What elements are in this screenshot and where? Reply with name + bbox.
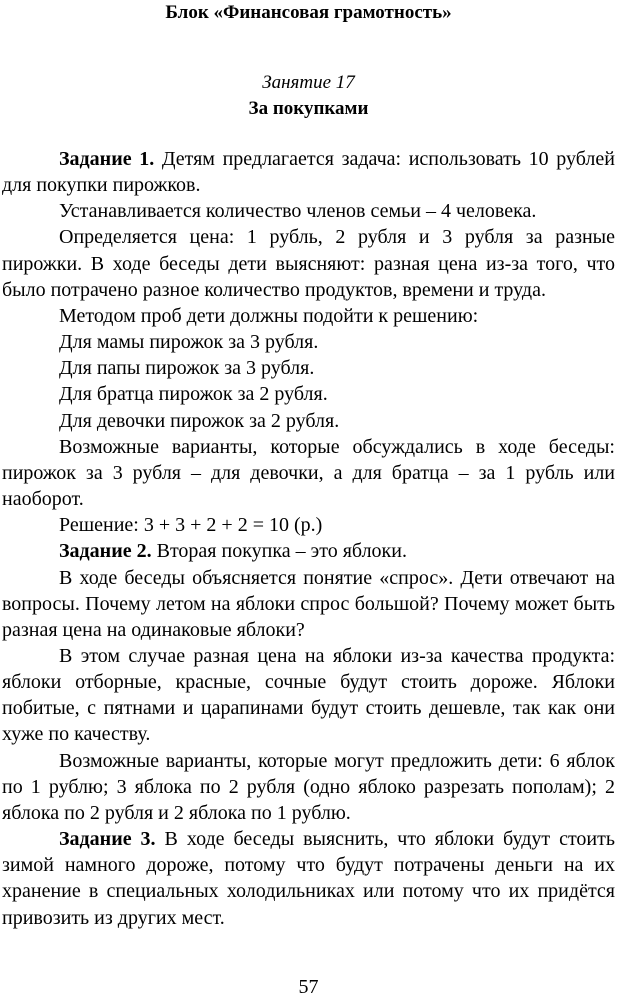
paragraph-text: Для девочки пирожок за 2 рубля. bbox=[59, 409, 340, 432]
paragraph-text: Методом проб дети должны подойти к решению: bbox=[59, 304, 479, 327]
section-header: Блок «Финансовая грамотность» bbox=[165, 2, 452, 23]
paragraph bbox=[2, 329, 615, 355]
task-label: Задание 3. bbox=[59, 828, 156, 851]
paragraph bbox=[2, 565, 615, 643]
page-number: 57 bbox=[298, 976, 319, 998]
paragraph-text: Для папы пирожок за 3 рубля. bbox=[59, 357, 315, 380]
paragraph bbox=[2, 643, 615, 748]
paragraph-text: В этом случае разная цена на яблоки из-за качества продукта: яблоки отборные, красные, сочные будут стоить дороже. Яблоки побитые, с пятнами и царапинами будут стоить дешевле, так как они хуже по качеству. bbox=[2, 644, 615, 746]
task-label: Задание 2. bbox=[59, 540, 152, 563]
body-text bbox=[2, 146, 615, 931]
paragraph bbox=[2, 512, 615, 538]
lesson-number: Занятие 17 bbox=[262, 72, 355, 93]
paragraph bbox=[2, 224, 615, 302]
paragraph-text: Возможные варианты, которые могут предложить дети: 6 яблок по 1 рублю; 3 яблока по 2 рубля (одно яблоко разрезать пополам); 2 яблока по 2 рубля и 2 яблока по 1 рублю. bbox=[2, 749, 615, 824]
paragraph-text: Вторая покупка – это яблоки. bbox=[151, 540, 407, 563]
paragraph-text: Устанавливается количество членов семьи – 4 человека. bbox=[59, 200, 537, 223]
paragraph-text: Возможные варианты, которые обсуждались в ходе беседы: пирожок за 3 рубля – для девочки, а для братца – за 1 рубль или наоборот. bbox=[2, 435, 615, 511]
paragraph-text: Для братца пирожок за 2 рубля. bbox=[59, 383, 328, 406]
paragraph bbox=[2, 303, 615, 329]
paragraph-text: Детям предлагается задача: использовать 10 рублей для покупки пирожков. bbox=[2, 148, 615, 197]
lesson-title: За покупками bbox=[248, 98, 369, 119]
paragraph-text: Определяется цена: 1 рубль, 2 рубля и 3 рубля за разные пирожки. В ходе беседы дети выясняют: разная цена из-за того, что было потрачено разное количество продуктов, времени и труда. bbox=[2, 226, 615, 301]
paragraph-text: В ходе беседы выяснить, что яблоки будут стоить зимой намного дороже, потому что будут потрачены деньги на их хранение в специальных холодильниках или потому что их придётся привозить из других мест. bbox=[2, 828, 615, 929]
paragraph bbox=[2, 748, 615, 826]
paragraph bbox=[2, 826, 615, 931]
paragraph bbox=[2, 146, 615, 198]
task-label: Задание 1. bbox=[59, 148, 155, 170]
paragraph-text: Для мамы пирожок за 3 рубля. bbox=[59, 331, 319, 354]
paragraph bbox=[2, 355, 615, 381]
paragraph bbox=[2, 538, 615, 564]
paragraph bbox=[2, 434, 615, 512]
paragraph bbox=[2, 381, 615, 407]
paragraph-text: Решение: 3 + 3 + 2 + 2 = 10 (р.) bbox=[59, 514, 323, 537]
paragraph bbox=[2, 198, 615, 224]
paragraph bbox=[2, 408, 615, 434]
paragraph-text: В ходе беседы объясняется понятие «спрос». Дети отвечают на вопросы. Почему летом на яблоки спрос большой? Почему может быть разная цена на одинаковые яблоки? bbox=[2, 566, 615, 641]
